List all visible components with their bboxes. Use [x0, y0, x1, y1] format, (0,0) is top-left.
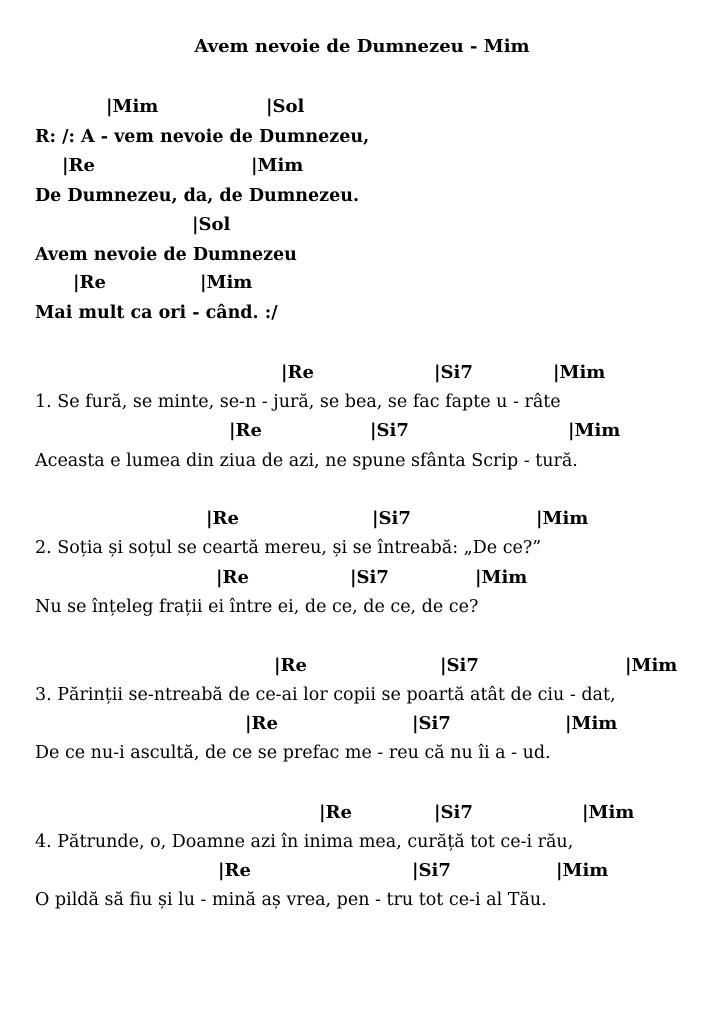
chord: |Sol: [192, 214, 231, 235]
chord: |Mim: [553, 362, 606, 383]
chord: |Si7: [412, 713, 451, 734]
chord: |Mim: [536, 508, 589, 529]
chord: |Mim: [556, 860, 609, 881]
chord: |Si7: [434, 802, 473, 823]
chord: |Mim: [582, 802, 635, 823]
chord: |Re: [319, 802, 352, 823]
song-title: Avem nevoie de Dumnezeu - Mim: [194, 36, 530, 57]
chord: |Mim: [565, 713, 618, 734]
verse-line: 1. Se fură, se minte, se-n - jură, se bea, se fac fapte u - râte: [35, 392, 561, 412]
chord: |Re: [281, 362, 314, 383]
chord: |Mim: [568, 420, 621, 441]
chord: |Re: [229, 420, 262, 441]
chord: |Re: [206, 508, 239, 529]
chord: |Si7: [434, 362, 473, 383]
verse-line: Aceasta e lumea din ziua de azi, ne spune sfânta Scrip - tură.: [35, 451, 578, 471]
refrain-line: R: /: A - vem nevoie de Dumnezeu,: [35, 127, 370, 147]
refrain-line: Avem nevoie de Dumnezeu: [35, 245, 297, 265]
chord: |Re: [216, 567, 249, 588]
verse-line: 4. Pătrunde, o, Doamne azi în inima mea, curăță tot ce-i rău,: [35, 832, 574, 852]
chord: |Mim: [200, 272, 253, 293]
chord: |Si7: [350, 567, 389, 588]
chord: |Re: [73, 272, 106, 293]
chord: |Re: [62, 155, 95, 176]
refrain-line: Mai mult ca ori - când. :/: [35, 303, 278, 323]
chord: |Re: [218, 860, 251, 881]
verse-line: 3. Părinții se-ntreabă de ce-ai lor copii se poartă atât de ciu - dat,: [35, 685, 616, 705]
chord: |Si7: [412, 860, 451, 881]
chord: |Mim: [106, 96, 159, 117]
chord: |Sol: [266, 96, 305, 117]
verse-line: O pildă să fiu și lu - mină aș vrea, pen - tru tot ce-i al Tău.: [35, 890, 547, 910]
verse-line: 2. Soția și soțul se ceartă mereu, și se întreabă: „De ce?”: [35, 538, 542, 558]
chord: |Re: [245, 713, 278, 734]
verse-line: De ce nu-i ascultă, de ce se prefac me - reu că nu îi a - ud.: [35, 743, 551, 763]
chord: |Re: [274, 655, 307, 676]
chord: |Mim: [625, 655, 678, 676]
chord: |Si7: [440, 655, 479, 676]
verse-line: Nu se înțeleg frații ei între ei, de ce, de ce, de ce?: [35, 597, 479, 617]
chord: |Mim: [475, 567, 528, 588]
chord: |Mim: [251, 155, 304, 176]
chord: |Si7: [370, 420, 409, 441]
chord: |Si7: [372, 508, 411, 529]
refrain-line: De Dumnezeu, da, de Dumnezeu.: [35, 186, 360, 206]
